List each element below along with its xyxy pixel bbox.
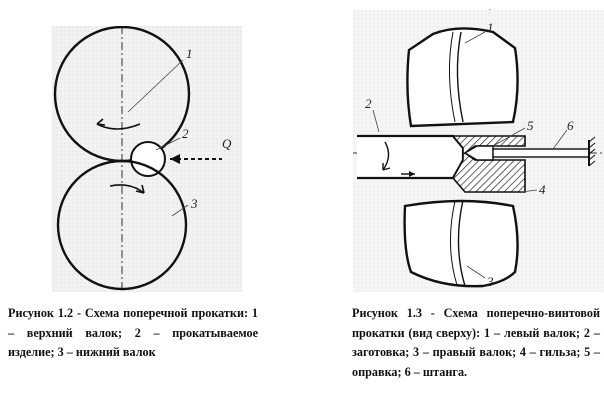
figure-1-2-diagram [52,26,242,292]
label-Q: Q [222,136,232,151]
left-roll-shape [407,28,517,126]
label-2: 2 [365,96,372,111]
label-3: 3 [191,196,198,211]
figure-1-2-caption: Рисунок 1.2 - Схема поперечной прокатки: 1 – верхний валок; 2 – прокатываемое изделие; 3 – нижний валок [8,306,258,359]
label-3: 3 [487,274,494,289]
label-5: 5 [527,118,534,133]
workpiece-circle [131,142,165,176]
label-1: 1 [487,20,494,35]
rod-shape [493,149,589,157]
sleeve-section [453,136,525,192]
label-6: 6 [567,118,574,133]
figure-1-3-diagram [353,10,604,292]
label-2: 2 [182,126,189,141]
label-4: 4 [539,182,546,197]
figure-1-3-caption: Рисунок 1.3 - Схема поперечно-винтовой прокатки (вид сверху): 1 – левый валок; 2 – заготовка; 3 – правый валок; 4 – гильза; 5 – оправка; 6 – штанга. [352,306,600,379]
label-1: 1 [186,46,193,61]
